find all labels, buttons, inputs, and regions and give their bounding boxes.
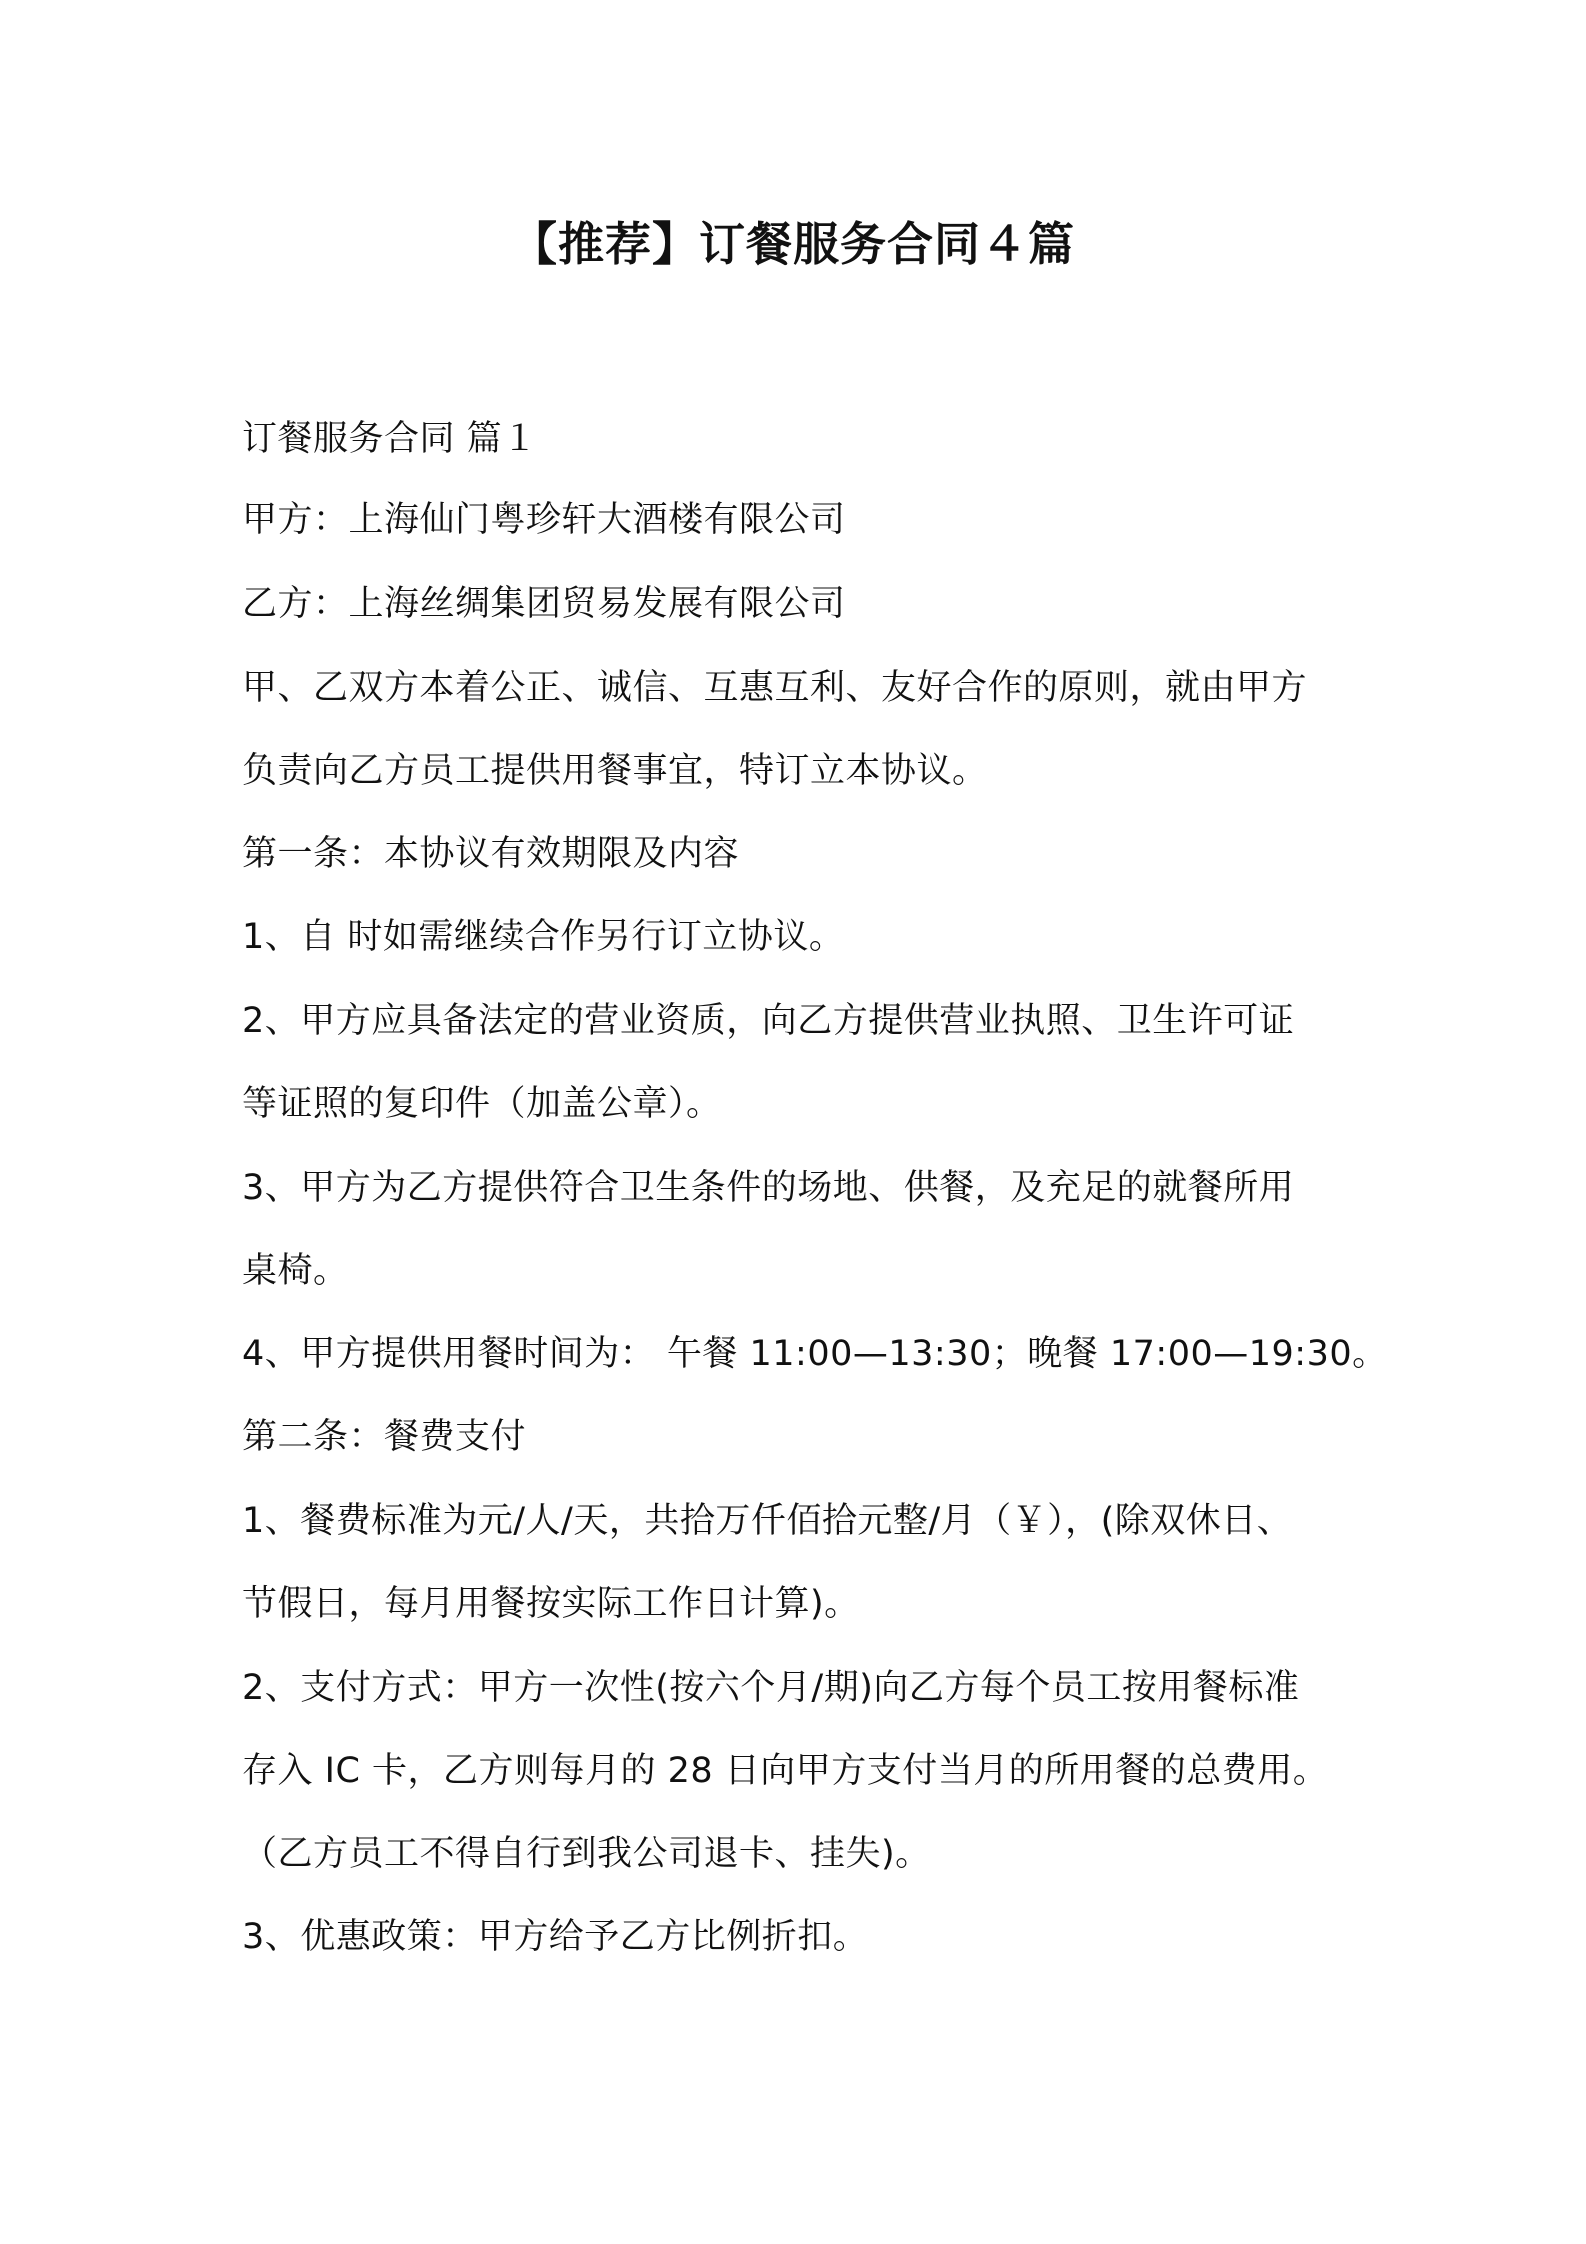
paragraph-line: 节假日，每月用餐按实际工作日计算)。 bbox=[242, 1584, 860, 1624]
paragraph-line: 1、自 时如需继续合作另行订立协议。 bbox=[242, 917, 845, 957]
section-heading-1: 订餐服务合同 篇１ bbox=[242, 419, 538, 459]
article-heading-2: 第二条：餐费支付 bbox=[242, 1417, 527, 1457]
paragraph-line: 等证照的复印件（加盖公章）。 bbox=[242, 1084, 722, 1124]
paragraph-line: 2、甲方应具备法定的营业资质，向乙方提供营业执照、卫生许可证 bbox=[242, 1001, 1295, 1041]
paragraph-line: 3、优惠政策：甲方给予乙方比例折扣。 bbox=[242, 1917, 869, 1957]
party-b-line: 乙方：上海丝绸集团贸易发展有限公司 bbox=[242, 584, 846, 624]
paragraph-line: 桌椅。 bbox=[242, 1251, 349, 1291]
paragraph-line: 负责向乙方员工提供用餐事宜，特订立本协议。 bbox=[242, 751, 988, 791]
paragraph-line: 甲、乙双方本着公正、诚信、互惠互利、友好合作的原则，就由甲方 bbox=[242, 668, 1308, 708]
paragraph-line: （乙方员工不得自行到我公司退卡、挂失)。 bbox=[242, 1834, 931, 1874]
paragraph-line: 4、甲方提供用餐时间为： 午餐 11:00—13:30；晚餐 17:00—19:30。 bbox=[242, 1334, 1388, 1374]
document-title: 【推荐】订餐服务合同４篇 bbox=[511, 217, 1075, 271]
paragraph-line: 存入 IC 卡，乙方则每月的 28 日向甲方支付当月的所用餐的总费用。 bbox=[242, 1751, 1329, 1791]
paragraph-line: 1、餐费标准为元/人/天，共拾万仟佰拾元整/月（￥），(除双休日、 bbox=[242, 1501, 1293, 1541]
paragraph-line: 3、甲方为乙方提供符合卫生条件的场地、供餐，及充足的就餐所用 bbox=[242, 1168, 1295, 1208]
party-a-line: 甲方：上海仙门粤珍轩大酒楼有限公司 bbox=[242, 500, 846, 540]
paragraph-line: 2、支付方式：甲方一次性(按六个月/期)向乙方每个员工按用餐标准 bbox=[242, 1668, 1300, 1708]
article-heading-1: 第一条：本协议有效期限及内容 bbox=[242, 834, 740, 874]
